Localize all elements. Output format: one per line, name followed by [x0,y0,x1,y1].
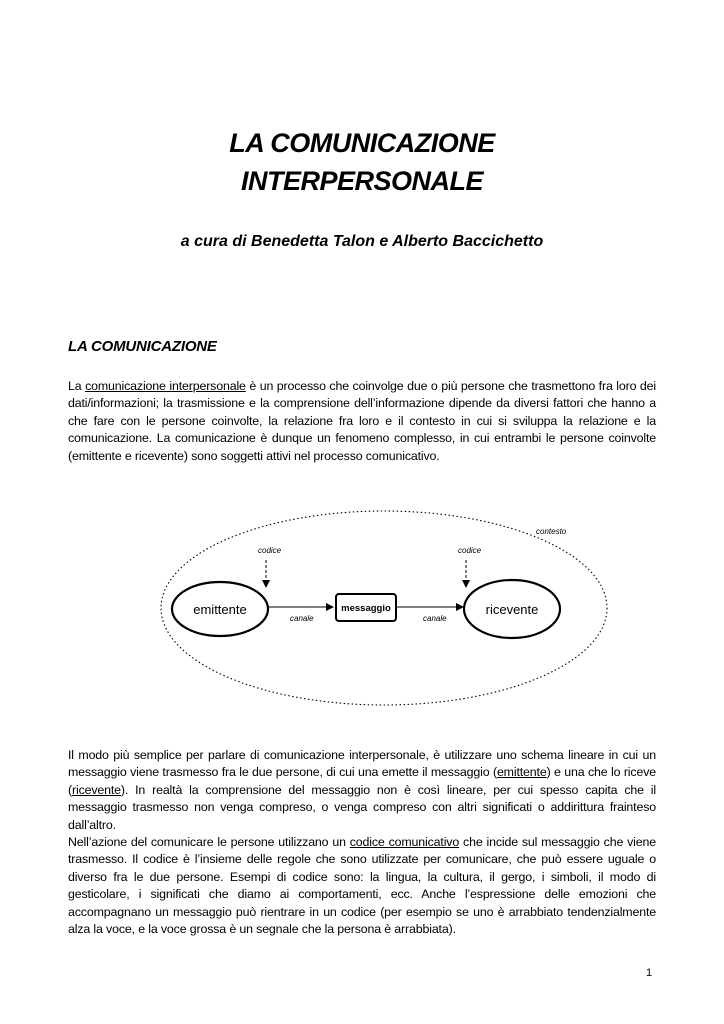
paragraph-code [68,834,656,938]
section-heading: LA COMUNICAZIONE [68,338,217,355]
p2-text-3: ). In realtà la comprensione del messaggio non è così lineare, per cui spesso capita che il messaggio trasmesso non venga compreso, o venga compreso con altri significati o addirittura frainteso dall’altro. [68,782,656,832]
receiver-label: ricevente [485,602,539,617]
code-label-right: codice [458,546,482,555]
code-label-left: codice [258,546,282,555]
page-number: 1 [646,967,653,979]
p2-underline-receiver: ricevente [71,782,121,797]
p1-text-1: La [68,379,86,393]
p3-text-2: che incide sul messaggio che viene trasmesso. Il codice è l’insieme delle regole che sono utilizzate per comunicare, che può essere uguale o diverso fra le due persone. Esempi di codice sono: la lingua, la cultura, il gergo, i simboli, il modo di gesticolare, i significati che diamo ai comportamenti, ecc. Anche l’espressione delle emozioni che accompagnano un messaggio può rientrare in un codice (per esempio se uno è arrabbiato tendenzialmente alza la voce, e la voce grossa è un segnale che la persona è arrabbiata). [68,835,656,937]
p1-underline-term: comunicazione interpersonale [85,379,246,393]
p2-underline-sender: emittente [496,765,547,780]
message-label: messaggio [341,603,391,614]
channel-label-right: canale [423,614,447,623]
title-line-1: LA COMUNICAZIONE [229,128,495,158]
p1-text-2: è un processo che coinvolge due o più persone che trasmettono fra loro dei dati/informazioni; la trasmissione e la comprensione dell’informazione dipende da diversi fattori che hanno a che fare con le persone coinvolte, la relazione fra loro e il contesto in cui si sviluppa la relazione e la comunicazione. La comunicazione è dunque un fenomeno complesso, in cui entrambi le persone coinvolte (emittente e ricevente) sono soggetti attivi nel processo comunicativo. [68,379,657,463]
p3-underline-code: codice comunicativo [349,835,460,849]
p2-text-2: ) e una che lo riceve ( [68,765,656,797]
sender-label: emittente [193,602,247,617]
context-label: contesto [536,527,567,536]
title-line-2: INTERPERSONALE [240,166,484,196]
p3-text-1: Nell’azione del comunicare le persone utilizzano un [68,835,350,849]
document-subtitle: a cura di Benedetta Talon e Alberto Baccichetto [180,233,544,250]
paragraph-linear-model [68,747,656,834]
p2-text-1: Il modo più semplice per parlare di comunicazione interpersonale, è utilizzare uno schema lineare in cui un messaggio viene trasmesso fra le due persone, di cui una emette il messaggio ( [68,748,656,780]
channel-label-left: canale [290,614,314,623]
